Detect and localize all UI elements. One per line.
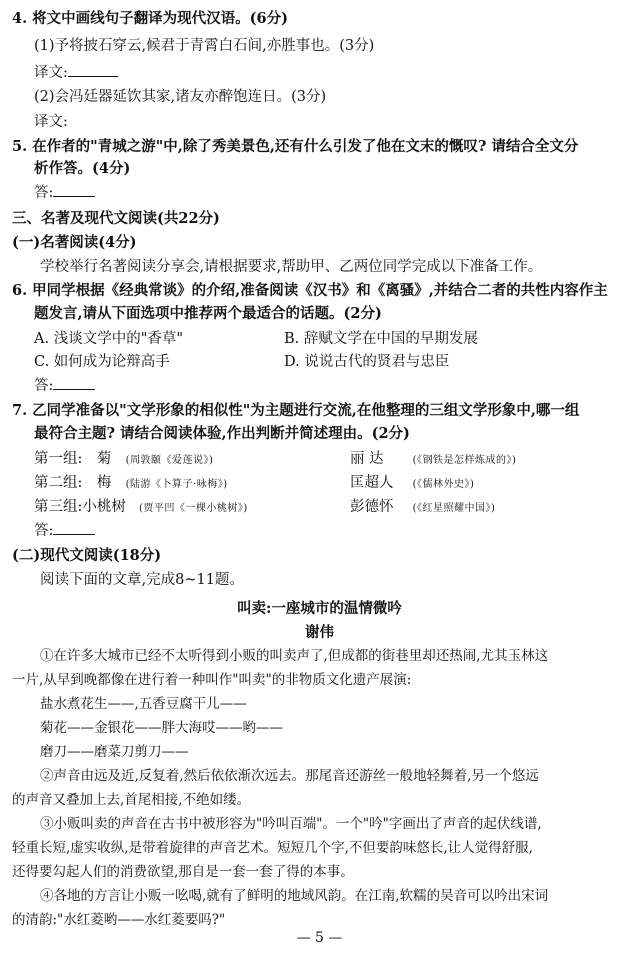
article-author: 谢伟 bbox=[305, 624, 334, 641]
q6-stem-line2: 题发言,请从下面选项中推荐两个最适合的话题。(2分) bbox=[34, 305, 382, 322]
article-p3-line2: 轻重长短,虚实收纵,是带着旋律的声音艺术。短短几个字,不但要韵味悠长,让人觉得舒服, bbox=[12, 840, 533, 856]
q7-group1-item-b-source: (《钢铁是怎样炼成的》) bbox=[412, 455, 517, 466]
article-call-1: 盐水煮花生——,五香豆腐干儿—— bbox=[40, 696, 247, 712]
article-p4-line1: ④各地的方言让小贩一吆喝,就有了鲜明的地域风韵。在江南,软糯的吴音可以吟出宋词 bbox=[40, 888, 549, 904]
q7-group1-label: 第一组: bbox=[34, 451, 83, 467]
q4-sub1-blank[interactable] bbox=[68, 64, 118, 77]
q7-group2-label: 第二组: bbox=[34, 475, 83, 491]
q4-sub1-answer-label: 译文: bbox=[34, 65, 68, 81]
q6-answer-label: 答: bbox=[34, 378, 54, 394]
page-number: — 5 — bbox=[296, 930, 343, 946]
article-p2-line2: 的声音又叠加上去,首尾相接,不绝如缕。 bbox=[12, 792, 251, 808]
q7-blank[interactable] bbox=[53, 522, 95, 535]
q7-group1-right bbox=[350, 450, 516, 470]
q6-stem-line1: 6. 甲同学根据《经典常谈》的介绍,准备阅读《汉书》和《离骚》,并结合二者的共性内容作主 bbox=[12, 282, 608, 299]
article-call-3: 磨刀——磨菜刀剪刀—— bbox=[40, 744, 189, 760]
part1-title: (一)名著阅读(4分) bbox=[12, 234, 137, 251]
q7-stem-line2: 最符合主题? 请结合阅读体验,作出判断并简述理由。(2分) bbox=[34, 425, 410, 442]
article-call-2: 菊花——金银花——胖大海哎——哟—— bbox=[40, 720, 283, 736]
q7-group2 bbox=[34, 474, 228, 494]
q7-group2-right bbox=[350, 474, 474, 494]
part1-intro: 学校举行名著阅读分享会,请根据要求,帮助甲、乙两位同学完成以下准备工作。 bbox=[40, 259, 543, 275]
article-title: 叫卖:一座城市的温情微吟 bbox=[237, 600, 402, 617]
q7-group1 bbox=[34, 450, 213, 470]
q4-stem: 4. 将文中画线句子翻译为现代汉语。(6分) bbox=[12, 10, 288, 27]
q7-group2-item-b: 匡超人 bbox=[350, 475, 394, 491]
q4-sub2-answer-label: 译文: bbox=[34, 114, 68, 130]
q7-group2-item-a-source: (陆游《卜算子·咏梅》) bbox=[125, 479, 228, 490]
q6-option-c: C. 如何成为论辩高手 bbox=[34, 354, 170, 370]
article-p2-line1: ②声音由远及近,反复着,然后依依渐次远去。那尾音还游丝一般地轻舞着,另一个悠远 bbox=[40, 768, 539, 784]
q7-stem-line1: 7. 乙同学准备以"文学形象的相似性"为主题进行交流,在他整理的三组文学形象中,哪一组 bbox=[12, 402, 580, 419]
q6-option-d: D. 说说古代的贤君与忠臣 bbox=[284, 354, 450, 370]
q7-group3-item-b-source: (《红星照耀中国》) bbox=[412, 503, 496, 514]
section3-title: 三、名著及现代文阅读(共22分) bbox=[12, 210, 220, 227]
q7-answer-label: 答: bbox=[34, 523, 54, 539]
q7-answer-line bbox=[34, 522, 95, 540]
part2-title: (二)现代文阅读(18分) bbox=[12, 547, 162, 564]
q7-group3 bbox=[34, 498, 248, 518]
q6-option-b: B. 辞赋文学在中国的早期发展 bbox=[284, 331, 478, 347]
q7-group3-label: 第三组: bbox=[34, 499, 83, 515]
q7-group2-item-a: 梅 bbox=[96, 475, 112, 491]
article-p1-line2: 一片,从早到晚都像在进行着一种叫作"叫卖"的非物质文化遗产展演: bbox=[12, 672, 412, 688]
article-p3-line1: ③小贩叫卖的声音在古书中被形容为"吟叫百端"。一个"吟"字画出了声音的起伏线谱, bbox=[40, 816, 542, 832]
q7-group1-item-a-source: (周敦颐《爱莲说》) bbox=[125, 455, 214, 466]
q7-group3-item-b: 彭德怀 bbox=[350, 499, 394, 515]
article-p1-line1: ①在许多大城市已经不太听得到小贩的叫卖声了,但成都的街巷里却还热闹,尤其玉林这 bbox=[40, 648, 549, 664]
q5-stem-line1: 5. 在作者的"青城之游"中,除了秀美景色,还有什么引发了他在文末的慨叹? 请结合全文分 bbox=[12, 138, 579, 155]
q6-blank[interactable] bbox=[53, 377, 95, 390]
q7-group3-item-a: 小桃树 bbox=[82, 499, 126, 515]
q7-group3-item-a-source: (贾平凹《一棵小桃树》) bbox=[139, 503, 248, 514]
q5-stem-line2: 析作答。(4分) bbox=[34, 160, 131, 177]
part2-intro: 阅读下面的文章,完成8~11题。 bbox=[40, 572, 244, 588]
article-p3-line3: 还得要勾起人们的消费欲望,那自是一套一套了得的本事。 bbox=[12, 864, 354, 880]
q5-answer-label: 答: bbox=[34, 185, 54, 201]
q7-group2-item-b-source: (《儒林外史》) bbox=[412, 479, 475, 490]
q4-sub1: (1)予将披石穿云,候君于青霄白石间,亦胜事也。(3分) bbox=[34, 38, 375, 54]
q5-answer-line bbox=[34, 184, 95, 202]
q5-blank[interactable] bbox=[53, 184, 95, 197]
q4-sub2-answer-line bbox=[34, 113, 68, 131]
article-p4-line2: 的清韵:"水红菱哟——水红菱要吗?" bbox=[12, 912, 226, 928]
q6-answer-line bbox=[34, 377, 95, 395]
q7-group1-item-a: 菊 bbox=[96, 451, 112, 467]
q4-sub2: (2)会冯廷器延饮其家,诸友亦醉饱连日。(3分) bbox=[34, 89, 327, 105]
q4-sub1-answer-line bbox=[34, 64, 118, 82]
q7-group1-item-b: 丽 达 bbox=[350, 451, 384, 467]
q6-option-a: A. 浅谈文学中的"香草" bbox=[34, 331, 184, 347]
q7-group3-right bbox=[350, 498, 495, 518]
